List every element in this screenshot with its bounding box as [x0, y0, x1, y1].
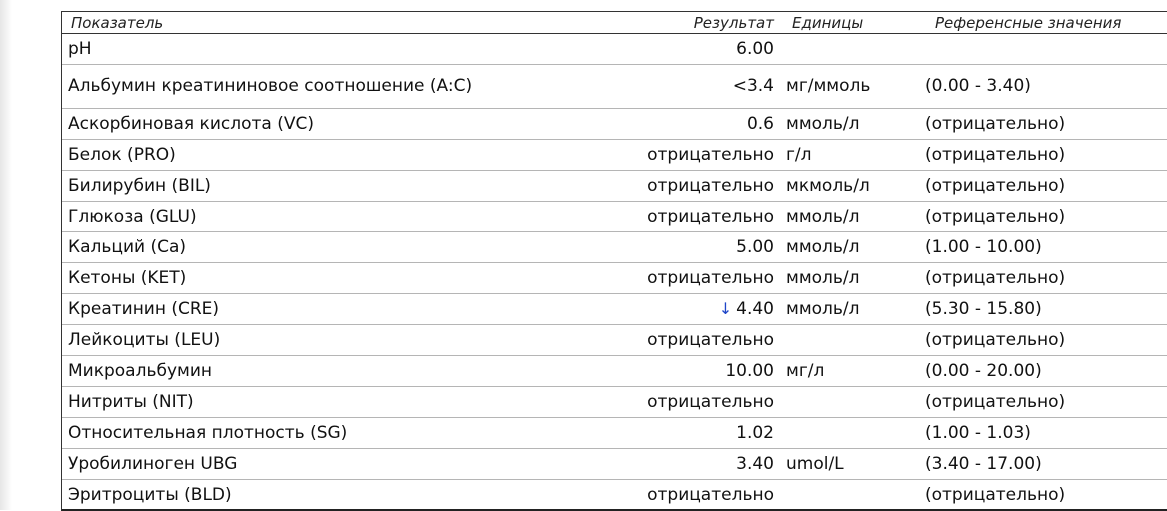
table-row	[62, 387, 1167, 418]
row-reference: (отрицательно)	[925, 206, 1066, 227]
row-name: Белок (PRO)	[68, 144, 176, 165]
table-row	[62, 202, 1167, 233]
row-reference: (отрицательно)	[925, 330, 1066, 351]
row-result-value: отрицательно	[647, 330, 774, 351]
row-result-value: отрицательно	[647, 484, 774, 505]
table-row	[62, 171, 1167, 202]
row-result	[567, 454, 780, 474]
row-reference: (отрицательно)	[925, 113, 1066, 134]
row-result-value: 4.40	[736, 299, 774, 320]
row-name: Лейкоциты (LEU)	[68, 330, 221, 351]
table-row	[62, 232, 1167, 263]
row-reference: (1.00 - 1.03)	[925, 422, 1031, 443]
row-result	[567, 39, 780, 59]
row-unit: г/л	[786, 144, 812, 165]
row-name: Билирубин (BIL)	[68, 175, 211, 196]
table-row	[62, 263, 1167, 294]
row-result	[567, 114, 780, 134]
row-result	[567, 176, 780, 196]
row-unit: ммоль/л	[786, 206, 860, 227]
row-reference: (отрицательно)	[925, 484, 1066, 505]
row-reference: (3.40 - 17.00)	[925, 453, 1042, 474]
row-result-value: отрицательно	[647, 175, 774, 196]
table-row	[62, 294, 1167, 325]
row-unit: ммоль/л	[786, 113, 860, 134]
row-name: Креатинин (CRE)	[68, 299, 220, 320]
row-result	[567, 299, 780, 319]
row-unit: ммоль/л	[786, 268, 860, 289]
header-reference: Референсные значения	[935, 13, 1122, 32]
row-name: Микроальбумин	[68, 360, 213, 381]
table-header-row	[62, 12, 1167, 34]
row-unit: ммоль/л	[786, 299, 860, 320]
table-row	[62, 418, 1167, 449]
row-result-value: 10.00	[725, 360, 774, 381]
header-indicator: Показатель	[71, 13, 164, 32]
row-reference: (отрицательно)	[925, 144, 1066, 165]
table-row	[62, 109, 1167, 140]
row-result-value: отрицательно	[647, 268, 774, 289]
row-reference: (отрицательно)	[925, 175, 1066, 196]
lab-results-table	[61, 11, 1167, 511]
table-row	[62, 356, 1167, 387]
row-result-value: отрицательно	[647, 391, 774, 412]
row-result	[567, 145, 780, 165]
row-unit: мг/ммоль	[786, 76, 871, 97]
row-unit: мг/л	[786, 360, 825, 381]
row-result-value: 6.00	[736, 38, 774, 59]
row-result-value: <3.4	[732, 76, 774, 97]
table-row	[62, 34, 1167, 65]
row-result-value: 0.6	[746, 113, 774, 134]
row-unit: umol/L	[786, 453, 844, 474]
row-result	[567, 330, 780, 350]
row-result-value: отрицательно	[647, 144, 774, 165]
header-units: Единицы	[792, 13, 864, 32]
row-reference: (отрицательно)	[925, 268, 1066, 289]
row-reference: (0.00 - 3.40)	[925, 76, 1031, 97]
row-reference: (отрицательно)	[925, 391, 1066, 412]
row-result	[567, 268, 780, 288]
down-arrow-icon: ↓	[718, 299, 733, 319]
header-result: Результат	[693, 13, 774, 32]
table-row	[62, 140, 1167, 171]
row-result	[567, 423, 780, 443]
row-name: Глюкоза (GLU)	[68, 206, 197, 227]
table-row	[62, 325, 1167, 356]
row-name: Эритроциты (BLD)	[68, 484, 232, 505]
page-edge-shadow	[0, 0, 12, 510]
row-result-value: 5.00	[736, 237, 774, 258]
row-result	[567, 237, 780, 257]
row-name: Относительная плотность (SG)	[68, 422, 348, 443]
table-row	[62, 65, 1167, 109]
row-name: pH	[68, 38, 92, 59]
row-result-value: 3.40	[736, 453, 774, 474]
row-result	[567, 392, 780, 412]
row-name: Кетоны (KET)	[68, 268, 187, 289]
row-result	[567, 76, 780, 96]
row-unit: мкмоль/л	[786, 175, 870, 196]
row-name: Уробилиноген UBG	[68, 453, 238, 474]
row-result	[567, 485, 780, 505]
table-row	[62, 449, 1167, 480]
row-result	[567, 361, 780, 381]
row-name: Нитриты (NIT)	[68, 391, 194, 412]
row-reference: (0.00 - 20.00)	[925, 360, 1042, 381]
row-name: Альбумин креатининовое соотношение (A:C)	[68, 76, 473, 97]
row-name: Кальций (Ca)	[68, 237, 186, 258]
row-result-value: отрицательно	[647, 206, 774, 227]
table-row	[62, 480, 1167, 510]
row-reference: (1.00 - 10.00)	[925, 237, 1042, 258]
row-result	[567, 207, 780, 227]
row-name: Аскорбиновая кислота (VC)	[68, 113, 314, 134]
row-unit: ммоль/л	[786, 237, 860, 258]
row-result-value: 1.02	[736, 422, 774, 443]
row-reference: (5.30 - 15.80)	[925, 299, 1042, 320]
